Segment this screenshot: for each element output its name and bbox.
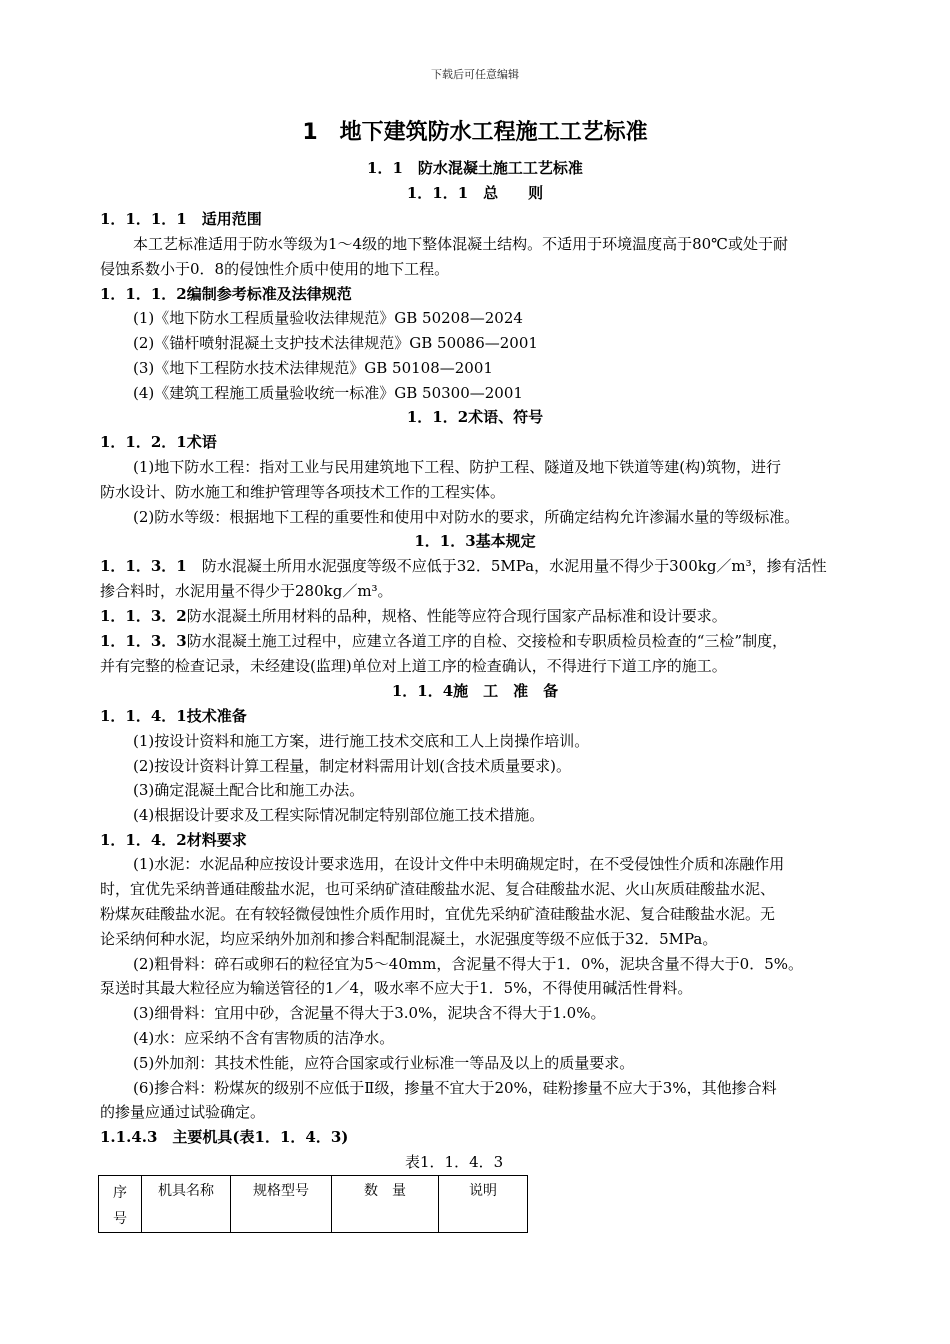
subsection-heading: 1．1．1．1 适用范围 [100,210,262,228]
section-heading-1-1-2: 1．1．2术语、符号 [406,408,544,426]
list-item: (4)《建筑工程施工质量验收统一标准》GB 50300—2001 [133,384,523,402]
header-char: 序 [113,1185,127,1201]
clause-text: 防水混凝土所用水泥强度等级不应低于32．5MPa，水泥用量不得少于300kg／m³，掺有活性 [186,557,827,575]
paragraph-line: 论采纳何种水泥，均应采纳外加剂和掺合料配制混凝土，水泥强度等级不应低于32．5MPa。 [100,930,718,948]
paragraph-line: (1)地下防水工程：指对工业与民用建筑地下工程、防护工程、隧道及地下铁道等建(构)筑物，进行 [133,458,781,476]
paragraph-line: 的掺量应通过试验确定。 [100,1103,266,1121]
subsection-heading: 1．1．4．1技术准备 [100,707,247,725]
list-item: (3)确定混凝土配合比和施工办法。 [133,781,365,799]
paragraph-line: 并有完整的检查记录，未经建设(监理)单位对上道工序的检查确认，不得进行下道工序的施工。 [100,657,727,675]
clause-text: 防水混凝土施工过程中，应建立各道工序的自检、交接检和专职质检员检查的“三检”制度， [186,632,788,650]
equipment-table [98,1175,528,1233]
paragraph-line: 粉煤灰硅酸盐水泥。在有较轻微侵蚀性介质作用时，宜优先采纳矿渣硅酸盐水泥、复合硅酸盐水泥。无 [100,905,776,923]
clause-number: 1．1．3．2 [100,607,187,625]
table-caption: 表1．1．4．3 [405,1153,504,1171]
list-item: (2)按设计资料计算工程量，制定材料需用计划(含技术质量要求)。 [133,757,571,775]
table-header-cell: 说明 [439,1176,528,1233]
header-char: 号 [113,1211,127,1227]
section-heading-1-1-3: 1．1．3基本规定 [414,532,536,550]
page-header: 下载后可任意编辑 [431,68,519,81]
table-header-row [99,1176,528,1233]
subsection-heading: 1．1．2．1术语 [100,433,217,451]
paragraph-line: (3)细骨料：宜用中砂，含泥量不得大于3.0%，泥块含不得大于1.0%。 [133,1004,606,1022]
paragraph-line [100,555,827,576]
section-heading-1-1: 1．1 防水混凝土施工工艺标准 [367,159,583,177]
section-heading-1-1-1: 1．1．1 总 则 [406,184,544,202]
section-heading-1-1-4: 1．1．4施 工 准 备 [391,682,559,700]
paragraph-line [100,605,727,626]
subsection-heading: 1．1．1．2编制参考标准及法律规范 [100,285,352,303]
paragraph-line: (2)防水等级：根据地下工程的重要性和使用中对防水的要求，所确定结构允许渗漏水量的等级标准。 [133,508,800,526]
table-header-cell: 机具名称 [142,1176,231,1233]
paragraph-line [100,630,787,651]
paragraph-line: (6)掺合料：粉煤灰的级别不应低于Ⅱ级，掺量不宜大于20%，硅粉掺量不应大于3%，其他掺合料 [133,1079,777,1097]
table-header-cell: 数 量 [332,1176,439,1233]
subsection-heading: 1.1.4.3 主要机具(表1．1．4．3) [100,1128,349,1146]
page-title: 1 地下建筑防水工程施工工艺标准 [302,120,648,145]
paragraph-line: (1)水泥：水泥品种应按设计要求选用，在设计文件中未明确规定时，在不受侵蚀性介质和冻融作用 [133,855,785,873]
list-item: (4)根据设计要求及工程实际情况制定特别部位施工技术措施。 [133,806,545,824]
paragraph-line: 时，宜优先采纳普通硅酸盐水泥，也可采纳矿渣硅酸盐水泥、复合硅酸盐水泥、火山灰质硅酸盐水泥、 [100,880,776,898]
paragraph-line: (4)水：应采纳不含有害物质的洁净水。 [133,1029,395,1047]
paragraph-line: (2)粗骨料：碎石或卵石的粒径宜为5～40mm，含泥量不得大于1．0%，泥块含量不得大于0．5%。 [133,955,804,973]
paragraph-line: 防水设计、防水施工和维护管理等各项技术工作的工程实体。 [100,483,506,501]
clause-text: 防水混凝土所用材料的品种，规格、性能等应符合现行国家产品标准和设计要求。 [186,607,727,625]
list-item: (2)《锚杆喷射混凝土支护技术法律规范》GB 50086—2001 [133,334,538,352]
clause-number: 1．1．3．1 [100,557,187,575]
paragraph-line: 本工艺标准适用于防水等级为1～4级的地下整体混凝土结构。不适用于环境温度高于80℃或处于耐 [133,235,788,253]
list-item: (1)按设计资料和施工方案，进行施工技术交底和工人上岗操作培训。 [133,732,590,750]
list-item: (1)《地下防水工程质量验收法律规范》GB 50208—2024 [133,309,523,327]
table-header-cell: 规格型号 [231,1176,332,1233]
clause-number: 1．1．3．3 [100,632,187,650]
paragraph-line: 侵蚀系数小于0．8的侵蚀性介质中使用的地下工程。 [100,260,450,278]
list-item: (3)《地下工程防水技术法律规范》GB 50108—2001 [133,359,493,377]
table-header-cell [99,1176,142,1233]
subsection-heading: 1．1．4．2材料要求 [100,831,247,849]
paragraph-line: (5)外加剂：其技术性能，应符合国家或行业标准一等品及以上的质量要求。 [133,1054,635,1072]
paragraph-line: 泵送时其最大粒径应为输送管径的1／4，吸水率不应大于1．5%，不得使用碱活性骨料。 [100,979,693,997]
paragraph-line: 掺合料时，水泥用量不得少于280kg／m³。 [100,582,393,600]
